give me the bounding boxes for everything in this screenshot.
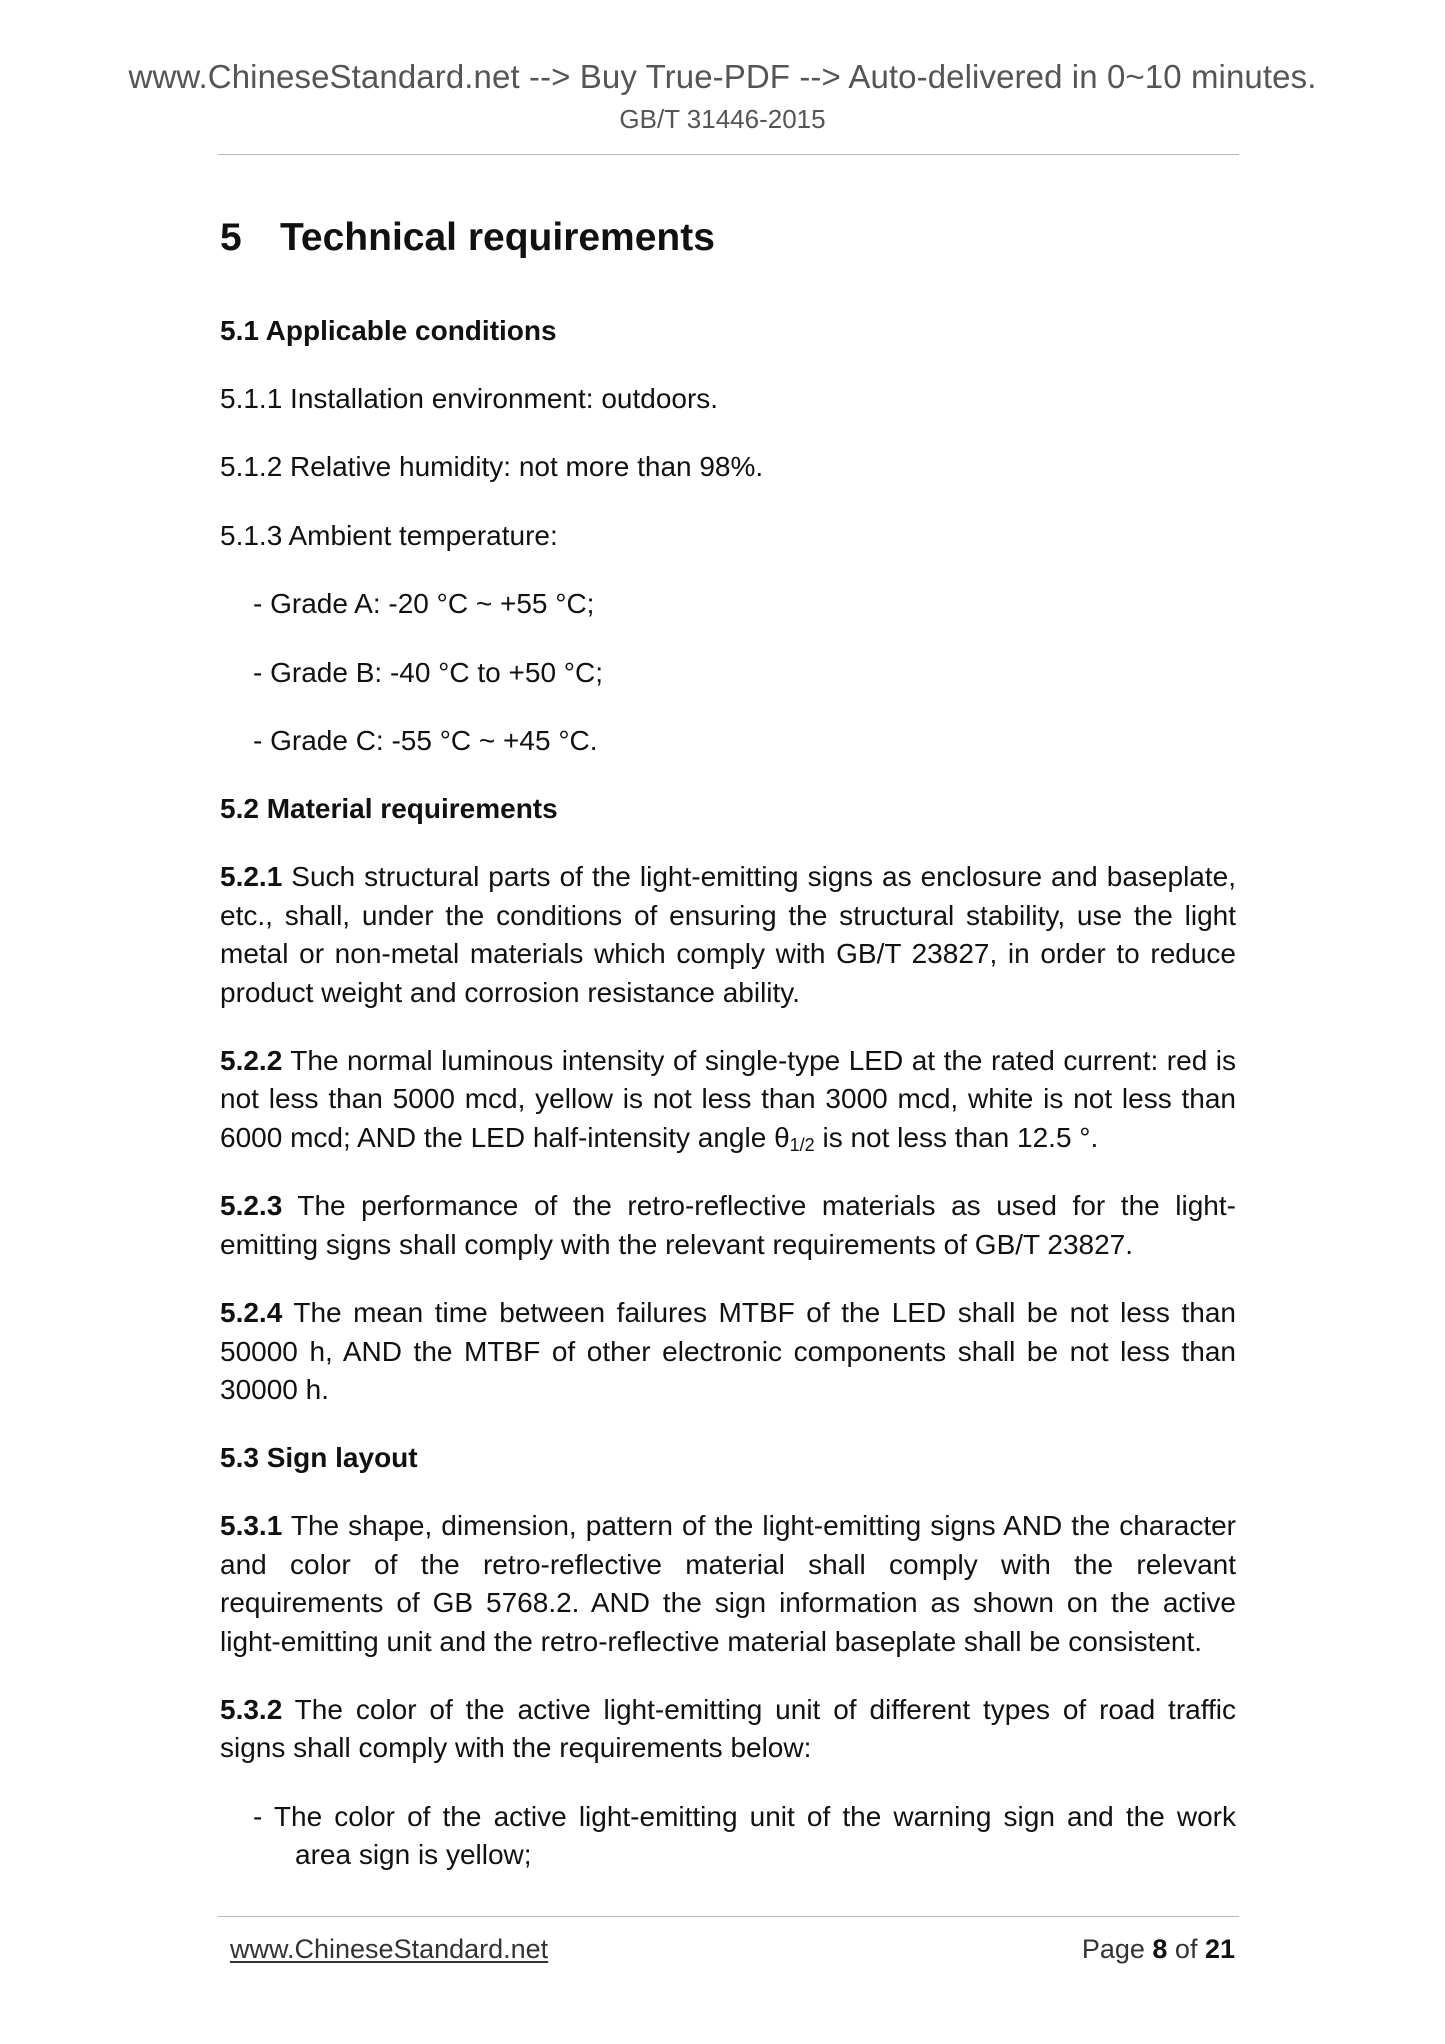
clause-text: The mean time between failures MTBF of the LED shall be not less than 50000 h, AND the MTBF of other electronic components shall be not less than 30000 h. xyxy=(220,1297,1236,1405)
section-heading xyxy=(220,208,1236,268)
paragraph-5-1-3: 5.1.3 Ambient temperature: xyxy=(220,519,558,551)
clause-text: Such structural parts of the light-emitting signs as enclosure and baseplate, etc., shall, under the conditions of ensuring the structural stability, use the light metal or non-metal materials which comply with GB/T 23827, in order to reduce product weight and corrosion resistance ability. xyxy=(220,861,1236,1008)
clause-number: 5.2.1 xyxy=(220,861,283,893)
paragraph-5-1-2: 5.1.2 Relative humidity: not more than 98%. xyxy=(220,451,764,483)
paragraph-5-2-3 xyxy=(220,1187,1236,1264)
of-label: of xyxy=(1167,1934,1205,1964)
current-page-number: 8 xyxy=(1152,1934,1168,1964)
footer-website-link[interactable]: www.ChineseStandard.net xyxy=(230,1934,549,1964)
clause-text-end: is not less than 12.5 °. xyxy=(814,1121,1099,1153)
list-item-grade-b: - Grade B: -40 °C to +50 °C; xyxy=(253,656,603,688)
list-item-grade-a: - Grade A: -20 °C ~ +55 °C; xyxy=(253,588,595,620)
clause-number: 5.3.1 xyxy=(220,1510,283,1542)
subscript: 1/2 xyxy=(789,1134,815,1155)
total-page-count: 21 xyxy=(1204,1934,1235,1964)
clause-number: 5.2.3 xyxy=(220,1190,283,1222)
page-indicator xyxy=(1082,1934,1235,1965)
subsection-heading-5-3: 5.3 Sign layout xyxy=(220,1442,418,1474)
header-divider xyxy=(218,154,1239,155)
subsection-heading-5-2: 5.2 Material requirements xyxy=(220,793,558,825)
header-banner: www.ChineseStandard.net --> Buy True-PDF --> Auto-delivered in 0~10 minutes. xyxy=(128,58,1317,95)
clause-text: The color of the active light-emitting unit of different types of road traffic signs shall comply with the requirements below: xyxy=(220,1693,1236,1764)
paragraph-5-1-1: 5.1.1 Installation environment: outdoors. xyxy=(220,383,719,414)
subsection-heading-5-1: 5.1 Applicable conditions xyxy=(220,315,557,346)
section-number: 5 xyxy=(220,216,242,259)
clause-number: 5.3.2 xyxy=(220,1693,283,1725)
clause-text: The performance of the retro-reflective materials as used for the light-emitting signs shall comply with the relevant requirements of GB/T 23827. xyxy=(220,1190,1236,1260)
list-item-grade-c: - Grade C: -55 °C ~ +45 °C. xyxy=(253,725,598,757)
clause-text: The normal luminous intensity of single-type LED at the rated current: red is not less than 5000 mcd, yellow is not less than 3000 mcd, white is not less than 6000 mcd; AND the LED half-intensity angle θ xyxy=(220,1045,1236,1153)
list-item-warning-sign-color: - The color of the active light-emitting unit of the warning sign and the work area sign is yellow; xyxy=(253,1800,1236,1871)
document-body xyxy=(220,208,1236,1905)
clause-number: 5.2.4 xyxy=(220,1297,283,1329)
clause-text: The shape, dimension, pattern of the light-emitting signs AND the character and color of the retro-reflective material shall comply with the relevant requirements of GB 5768.2. AND the sign information as shown on the active light-emitting unit and the retro-reflective material baseplate shall be consistent. xyxy=(220,1510,1236,1657)
paragraph-5-3-2 xyxy=(220,1691,1236,1768)
paragraph-5-2-4 xyxy=(220,1294,1236,1409)
paragraph-5-2-2 xyxy=(220,1042,1236,1157)
section-title: Technical requirements xyxy=(280,216,715,259)
paragraph-5-3-1 xyxy=(220,1507,1236,1661)
footer-divider xyxy=(218,1916,1239,1917)
page-label: Page xyxy=(1081,1934,1153,1964)
standard-number: GB/T 31446-2015 xyxy=(619,104,826,134)
clause-number: 5.2.2 xyxy=(220,1045,283,1077)
paragraph-5-2-1 xyxy=(220,858,1236,1012)
